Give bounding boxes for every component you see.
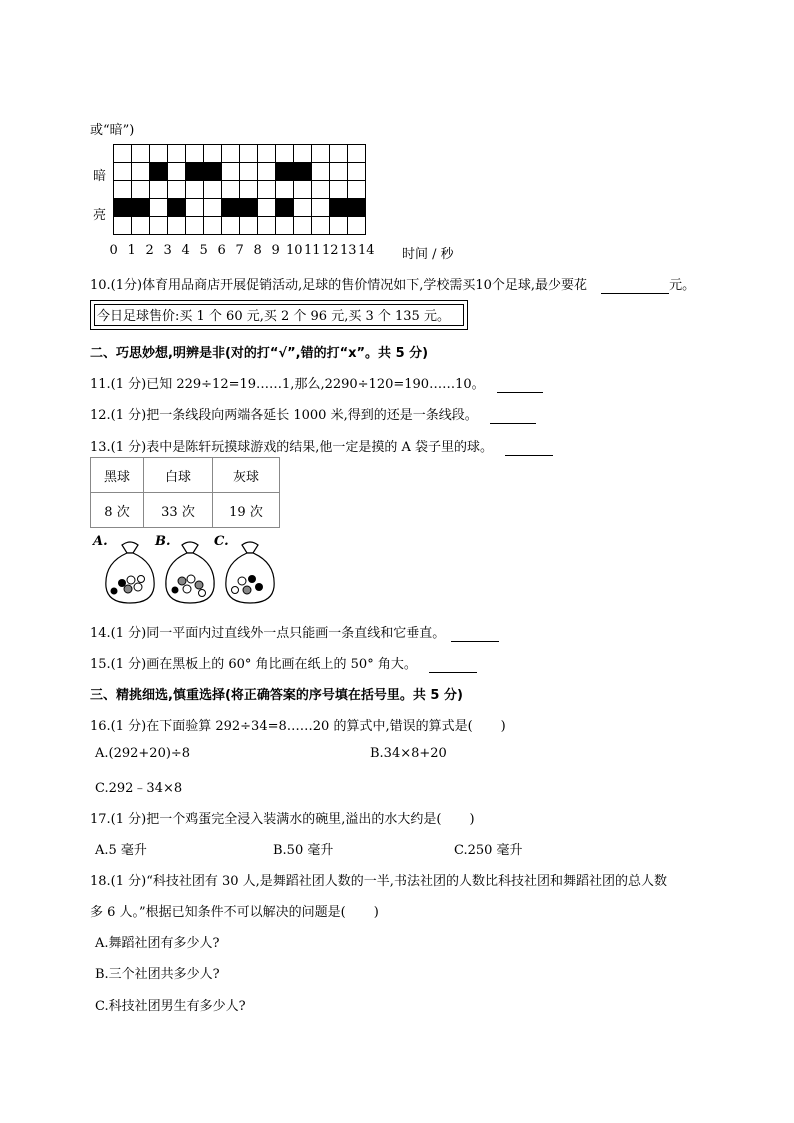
q17-option-c[interactable]: C.250 毫升 <box>454 843 523 858</box>
axis-tick-label: 11 <box>304 243 321 258</box>
q18-text: 多 6 人。”根据已知条件不可以解决的问题是( <box>90 905 346 920</box>
grid-cell <box>330 181 348 199</box>
header-gray: 灰球 <box>213 458 280 493</box>
grid-cell <box>204 145 222 163</box>
q15-answer-blank[interactable] <box>429 657 477 673</box>
axis-tick-label: 0 <box>109 243 118 258</box>
bag-label-b: B. <box>155 534 171 549</box>
grid-cell <box>312 217 330 235</box>
q11-answer-blank[interactable] <box>497 377 543 393</box>
q18-line2 <box>90 901 379 920</box>
grid-cell <box>186 163 204 181</box>
grid-cell <box>204 163 222 181</box>
grid-cell <box>222 145 240 163</box>
axis-tick-label: 8 <box>253 243 262 258</box>
grid-cell <box>330 145 348 163</box>
grid-cell <box>168 181 186 199</box>
q17-text: 17.(1 分)把一个鸡蛋完全浸入装满水的碗里,溢出的水大约是( <box>90 812 442 827</box>
grid-cell <box>132 163 150 181</box>
grid-cell <box>276 199 294 217</box>
q16-close: ) <box>500 719 506 734</box>
q10-answer-blank[interactable] <box>601 278 669 294</box>
q18-option-c[interactable]: C.科技社团男生有多少人? <box>95 999 246 1014</box>
section2-title: 二、巧思妙想,明辨是非(对的打“√”,错的打“x”。共 5 分) <box>90 346 429 361</box>
q17-close: ) <box>469 812 475 827</box>
grid-cell <box>150 181 168 199</box>
value-white: 33 次 <box>144 493 213 528</box>
q12-text: 12.(1 分)把一条线段向两端各延长 1000 米,得到的还是一条线段。 <box>90 408 478 423</box>
header-white: 白球 <box>144 458 213 493</box>
grid-cell <box>168 145 186 163</box>
grid-cell <box>186 199 204 217</box>
q10-question: 10.(1分)体育用品商店开展促销活动,足球的售价情况如下,学校需买10个足球,最少要花 <box>90 278 588 293</box>
grid-cell <box>294 217 312 235</box>
row-label-bright: 亮 <box>93 208 107 223</box>
grid-cell <box>258 217 276 235</box>
grid-cell <box>114 217 132 235</box>
grid-cell <box>114 163 132 181</box>
grid-cell <box>186 145 204 163</box>
grid-cell <box>330 217 348 235</box>
axis-tick-label: 10 <box>286 243 303 258</box>
q16-option-c[interactable]: C.292﹣34×8 <box>95 781 183 796</box>
grid-cell <box>132 199 150 217</box>
grid-cell <box>312 199 330 217</box>
grid-cell <box>132 217 150 235</box>
grid-row-middle <box>114 181 366 199</box>
grid-cell <box>348 217 366 235</box>
grid-cell <box>312 145 330 163</box>
grid-cell <box>132 145 150 163</box>
table-row <box>91 493 280 528</box>
axis-unit: 时间 / 秒 <box>402 247 454 262</box>
q14-text: 14.(1 分)同一平面内过直线外一点只能画一条直线和它垂直。 <box>90 626 446 641</box>
grid-cell <box>294 181 312 199</box>
value-gray: 19 次 <box>213 493 280 528</box>
grid-cell <box>258 199 276 217</box>
q13 <box>90 436 553 456</box>
q11-text: 11.(1 分)已知 229÷12=19……1,那么,2290÷120=190……10。 <box>90 377 485 392</box>
header-black: 黑球 <box>91 458 144 493</box>
axis-tick-label: 3 <box>163 243 172 258</box>
grid-cell <box>348 145 366 163</box>
q17-option-a[interactable]: A.5 毫升 <box>95 843 147 858</box>
grid-cell <box>294 199 312 217</box>
axis-tick-label: 6 <box>217 243 226 258</box>
bag-a-icon <box>106 542 154 603</box>
grid-cell <box>186 181 204 199</box>
grid-cell <box>222 163 240 181</box>
grid-cell <box>222 217 240 235</box>
ball-bags-figure <box>100 535 285 607</box>
q9-header-text: 或“暗”) <box>90 123 135 138</box>
q18-line1: 18.(1 分)“科技社团有 30 人,是舞蹈社团人数的一半,书法社团的人数比科技社团和舞蹈社团的总人数 <box>90 874 667 889</box>
bag-label-c: C. <box>214 534 229 549</box>
q13-text: 13.(1 分)表中是陈轩玩摸球游戏的结果,他一定是摸的 A 袋子里的球。 <box>90 440 494 455</box>
grid-row-bottom <box>114 217 366 235</box>
axis-tick-label: 7 <box>235 243 244 258</box>
grid-cell <box>114 145 132 163</box>
ball-tally-table <box>90 457 280 528</box>
grid-cell <box>276 145 294 163</box>
grid-cell <box>276 217 294 235</box>
axis-tick-label: 4 <box>181 243 190 258</box>
q16-option-a[interactable]: A.(292+20)÷8 <box>95 746 191 761</box>
q10-suffix: 元。 <box>669 278 696 293</box>
grid-cell <box>348 199 366 217</box>
grid-cell <box>168 199 186 217</box>
grid-cell <box>114 199 132 217</box>
grid-cell <box>330 163 348 181</box>
grid-cell <box>204 217 222 235</box>
q18-option-b[interactable]: B.三个社团共多少人? <box>95 967 220 982</box>
q10-text <box>90 274 695 294</box>
grid-cell <box>312 181 330 199</box>
q15-text: 15.(1 分)画在黑板上的 60° 角比画在纸上的 50° 角大。 <box>90 657 417 672</box>
grid-row-top <box>114 145 366 163</box>
grid-cell <box>276 181 294 199</box>
grid-cell <box>150 217 168 235</box>
grid-cell <box>150 163 168 181</box>
q12-answer-blank[interactable] <box>490 408 536 424</box>
bag-c-icon <box>226 542 274 603</box>
grid-cell <box>348 163 366 181</box>
price-box <box>90 300 468 330</box>
grid-row-dark <box>114 163 366 181</box>
grid-cell <box>348 181 366 199</box>
grid-cell <box>258 145 276 163</box>
axis-tick-label: 9 <box>271 243 280 258</box>
section3-title: 三、精挑细选,慎重选择(将正确答案的序号填在括号里。共 5 分) <box>90 688 463 703</box>
q15 <box>90 653 477 673</box>
q14 <box>90 622 499 642</box>
table-row <box>91 458 280 493</box>
grid-cell <box>258 163 276 181</box>
grid-cell <box>168 163 186 181</box>
grid-cell <box>294 163 312 181</box>
q14-answer-blank[interactable] <box>451 626 499 642</box>
price-box-text: 今日足球售价:买 1 个 60 元,买 2 个 96 元,买 3 个 135 元。 <box>97 309 450 324</box>
axis-tick-label: 1 <box>127 243 136 258</box>
grid-cell <box>240 181 258 199</box>
q13-answer-blank[interactable] <box>505 440 553 456</box>
q16 <box>90 715 506 734</box>
q17-option-b[interactable]: B.50 毫升 <box>273 843 334 858</box>
grid-cell <box>240 199 258 217</box>
bag-label-a: A. <box>93 534 108 549</box>
grid-cell <box>204 199 222 217</box>
q18-option-a[interactable]: A.舞蹈社团有多少人? <box>95 936 220 951</box>
axis-tick-label: 13 <box>340 243 357 258</box>
q12 <box>90 404 536 424</box>
q18-close: ) <box>373 905 379 920</box>
grid-cell <box>276 163 294 181</box>
grid-cell <box>114 181 132 199</box>
q11 <box>90 373 543 393</box>
q16-text: 16.(1 分)在下面验算 292÷34=8……20 的算式中,错误的算式是( <box>90 719 473 734</box>
axis-tick-label: 5 <box>199 243 208 258</box>
grid-cell <box>204 181 222 199</box>
q16-option-b[interactable]: B.34×8+20 <box>370 746 447 761</box>
grid-cell <box>240 163 258 181</box>
axis-tick-label: 12 <box>322 243 339 258</box>
grid-cell <box>330 199 348 217</box>
axis-tick-label: 2 <box>145 243 154 258</box>
row-label-dark: 暗 <box>93 169 107 184</box>
grid-cell <box>186 217 204 235</box>
grid-cell <box>294 145 312 163</box>
grid-cell <box>222 181 240 199</box>
grid-cell <box>240 217 258 235</box>
grid-row-bright <box>114 199 366 217</box>
axis-tick-label: 14 <box>358 243 375 258</box>
light-dark-grid <box>113 144 366 235</box>
grid-cell <box>312 163 330 181</box>
grid-cell <box>168 217 186 235</box>
grid-cell <box>258 181 276 199</box>
grid-cell <box>240 145 258 163</box>
value-black: 8 次 <box>91 493 144 528</box>
bag-b-icon <box>166 542 214 603</box>
grid-cell <box>150 199 168 217</box>
grid-cell <box>222 199 240 217</box>
grid-cell <box>132 181 150 199</box>
grid-cell <box>150 145 168 163</box>
q17 <box>90 808 475 827</box>
